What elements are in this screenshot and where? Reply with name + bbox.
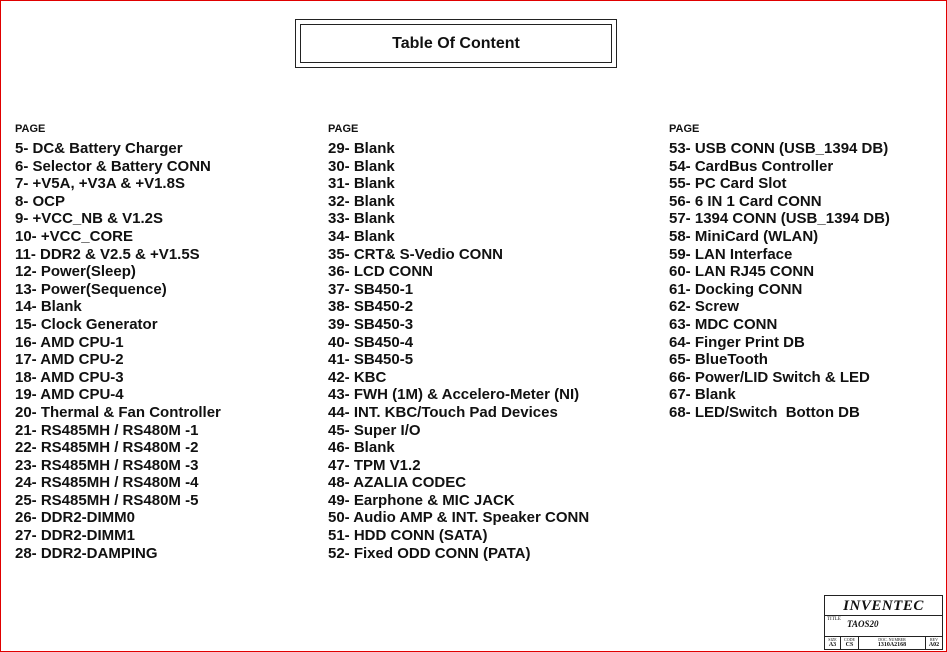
toc-entry: 57- 1394 CONN (USB_1394 DB) [669,210,890,228]
toc-entry: 61- Docking CONN [669,280,803,298]
toc-entry: 20- Thermal & Fan Controller [15,403,221,421]
title-block [824,595,943,650]
toc-entry: 42- KBC [328,368,387,386]
column-header: PAGE [328,123,359,135]
toc-entry: 48- AZALIA CODEC [328,474,467,492]
toc-entry: 21- RS485MH / RS480M -1 [15,421,199,439]
toc-entry: 6- Selector & Battery CONN [15,157,211,175]
toc-entry: 62- Screw [669,298,740,316]
size-cell [825,637,841,649]
toc-entry: 53- USB CONN (USB_1394 DB) [669,140,889,157]
toc-entry: 47- TPM V1.2 [328,456,421,474]
toc-entry: 60- LAN RJ45 CONN [669,263,815,281]
toc-entry: 5- DC& Battery Charger [15,140,183,157]
toc-entry: 8- OCP [15,192,66,210]
toc-entry: 46- Blank [328,439,395,457]
toc-entry: 33- Blank [328,210,395,228]
toc-entry: 43- FWH (1M) & Accelero-Meter (NI) [328,386,580,404]
toc-entry: 30- Blank [328,157,395,175]
toc-entry: 37- SB450-1 [328,280,414,298]
toc-entry: 11- DDR2 & V2.5 & +V1.5S [15,245,200,263]
toc-entry: 38- SB450-2 [328,298,414,316]
toc-list [669,140,890,422]
toc-entry: 16- AMD CPU-1 [15,333,124,351]
toc-entry: 52- Fixed ODD CONN (PATA) [328,544,531,562]
toc-entry: 41- SB450-5 [328,351,414,369]
toc-entry: 55- PC Card Slot [669,175,787,193]
code-value: CS [845,642,854,648]
toc-entry: 63- MDC CONN [669,315,778,333]
toc-entry: 45- Super I/O [328,421,421,439]
toc-entry: 12- Power(Sleep) [15,263,136,281]
title-box [295,19,617,68]
toc-entry: 35- CRT& S-Vedio CONN [328,245,504,263]
toc-column-2 [328,122,589,562]
toc-entry: 59- LAN Interface [669,245,793,263]
doc-number-cell [859,637,926,649]
title-block-info-row [825,636,942,649]
toc-entry: 56- 6 IN 1 Card CONN [669,192,822,210]
size-label: SIZE [828,637,837,642]
toc-entry: 34- Blank [328,227,395,245]
toc-entry: 31- Blank [328,175,395,193]
toc-entry: 14- Blank [15,298,82,316]
toc-entry: 17- AMD CPU-2 [15,351,124,369]
toc-entry: 13- Power(Sequence) [15,280,167,298]
rev-cell [926,637,942,649]
toc-entry: 23- RS485MH / RS480M -3 [15,456,199,474]
toc-column-1 [15,122,221,562]
toc-entry: 18- AMD CPU-3 [15,368,124,386]
title-label: TITLE [827,617,841,622]
column-header: PAGE [669,123,700,135]
toc-entry: 66- Power/LID Switch & LED [669,368,870,386]
page-title: Table Of Content [300,24,612,63]
toc-entry: 7- +V5A, +V3A & +V1.8S [15,175,185,193]
toc-entry: 58- MiniCard (WLAN) [669,227,819,245]
toc-entry: 32- Blank [328,192,395,210]
doc-number-value: 1310A2168 [877,642,907,648]
code-cell [841,637,859,649]
company-name: INVENTEC [825,596,942,616]
toc-list [328,140,589,562]
toc-entry: 24- RS485MH / RS480M -4 [15,474,199,492]
toc-entry: 27- DDR2-DIMM1 [15,527,136,545]
toc-entry: 65- BlueTooth [669,351,768,369]
toc-entry: 9- +VCC_NB & V1.2S [15,210,163,228]
project-name: TAOS20 [847,619,879,629]
doc-number-label: DOC. NUMBER [878,637,906,642]
column-header: PAGE [15,123,46,135]
toc-column-3 [669,122,890,422]
toc-list [15,140,221,562]
rev-value: A02 [928,642,940,648]
rev-label: REV [930,637,938,642]
toc-entry: 28- DDR2-DAMPING [15,544,158,562]
toc-entry: 26- DDR2-DIMM0 [15,509,136,527]
toc-entry: 49- Earphone & MIC JACK [328,491,515,509]
toc-entry: 40- SB450-4 [328,333,414,351]
toc-entry: 25- RS485MH / RS480M -5 [15,491,199,509]
toc-entry: 10- +VCC_CORE [15,227,133,245]
size-value: A3 [828,642,837,648]
toc-entry: 68- LED/Switch Botton DB [669,403,860,421]
toc-entry: 39- SB450-3 [328,315,414,333]
code-label: CODE [844,637,855,642]
toc-entry: 50- Audio AMP & INT. Speaker CONN [328,509,590,527]
toc-entry: 67- Blank [669,386,736,404]
toc-entry: 36- LCD CONN [328,263,434,281]
toc-entry: 54- CardBus Controller [669,157,834,175]
toc-entry: 22- RS485MH / RS480M -2 [15,439,199,457]
toc-entry: 29- Blank [328,140,395,157]
toc-entry: 19- AMD CPU-4 [15,386,124,404]
toc-entry: 15- Clock Generator [15,315,158,333]
toc-entry: 64- Finger Print DB [669,333,805,351]
toc-entry: 44- INT. KBC/Touch Pad Devices [328,403,558,421]
toc-entry: 51- HDD CONN (SATA) [328,527,488,545]
